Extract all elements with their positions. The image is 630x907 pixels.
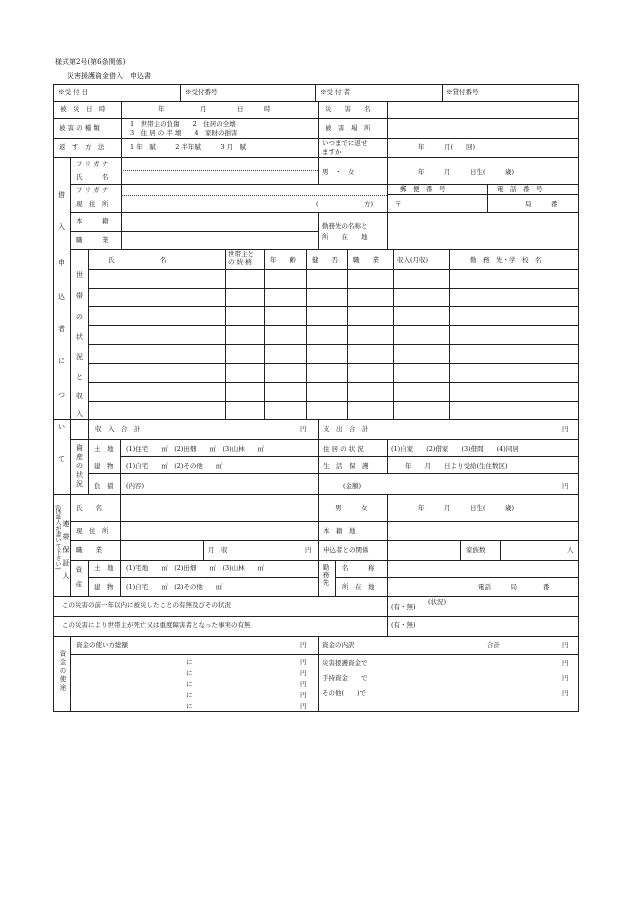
applicant-name-label: 氏 名 [76, 173, 109, 181]
applicant-birth: 年 月 日生( 歳) [418, 168, 515, 176]
furigana-label: フ リ ガ ナ [76, 160, 109, 168]
accept-date-label: ※受 付 日 [58, 88, 89, 96]
col-age: 年 齢 [270, 256, 296, 264]
debt-amount: (金額) [343, 482, 362, 490]
expense-total-label: 支 出 合 計 [323, 425, 369, 433]
applicant-address-label: 現 住 所 [76, 200, 109, 208]
household-side-char: 況 [76, 353, 83, 361]
guarantor-note: (保証人が書いて下さい) [54, 505, 61, 570]
guarantor-family-label: 家族数 [466, 546, 486, 554]
guarantor-occupation-label: 職 業 [76, 546, 102, 554]
disaster-name-label: 災 害 名 [325, 105, 371, 113]
form-number: 様式第2号(第6条関係) [55, 58, 126, 66]
expense-yen: 円 [562, 425, 569, 433]
phone-exchange: 局 番 [525, 200, 558, 208]
occupation-label: 職 業 [76, 236, 109, 244]
question-head-death-answer: (有・無) [391, 621, 416, 629]
household-side-char: 状 [76, 333, 83, 341]
usage-total-yen: 円 [300, 641, 307, 649]
usage-item-yen: 円 [562, 689, 569, 697]
guarantor-assets-side: 資産 [74, 566, 83, 595]
honseki-label: 本 籍 [76, 217, 109, 225]
guarantor-work-addr-label: 所 在 地 [342, 583, 375, 591]
side-label-char: 込 [58, 293, 65, 301]
usage-total-label: 資金の使い方総額 [76, 641, 128, 649]
repay-method-options: 1 年 賦 2 半年賦 3 月 賦 [130, 143, 247, 151]
damage-type-options-2: 3 住 居 の 半 壊 4 家財の損害 [130, 129, 238, 137]
land-options: (1)住宅 ㎡ (2)田畑 ㎡ (3)山林 ㎡ [126, 445, 265, 453]
debt-detail: (内容) [126, 482, 145, 490]
guarantor-monthly-yen: 円 [305, 546, 312, 554]
assets-side-char: の [76, 462, 83, 470]
building-label: 建 物 [94, 462, 114, 470]
damage-type-label: 被 害 の 種 類 [59, 124, 100, 132]
col-name: 氏 名 [108, 256, 167, 264]
question-prior-disaster: この災害の前一年以内に被災したことの有無及びその状況 [62, 601, 231, 609]
guarantor-address-label: 現 住 所 [76, 527, 109, 535]
household-side-char: と [76, 373, 83, 381]
household-side-char: 帯 [76, 292, 83, 300]
guarantor-gender: 男 女 [335, 504, 368, 512]
usage-line-ni: に [186, 658, 193, 666]
guarantor-birth: 年 月 日生( 歳) [418, 504, 515, 512]
side-label-char: い [58, 423, 65, 431]
assets-side-char: 況 [76, 480, 83, 488]
address-paren: ( 方) [316, 200, 374, 208]
col-workplace: 勤 務 先・学 校 名 [470, 256, 542, 264]
usage-item-own-fund: 手持資金 で [322, 674, 368, 682]
guarantor-land-options: (1)宅地 ㎡ (2)田畑 ㎡ (3)山林 ㎡ [126, 564, 265, 572]
housing-label: 住 居 の 状 況 [323, 445, 364, 453]
disaster-datetime-label: 被 災 日 時 [60, 105, 106, 113]
guarantor-work-phone: 電話 局 番 [478, 583, 550, 591]
repay-method-label: 返 す 方 法 [59, 143, 105, 151]
usage-line-yen: 円 [300, 680, 307, 688]
welfare-label: 生 活 保 護 [323, 462, 369, 470]
col-relation: 世帯主と の 続 柄 [228, 250, 254, 266]
side-label-char: つ [58, 391, 65, 399]
assets-side-char: 状 [76, 471, 83, 479]
question-prior-disaster-answer: (有・無) [391, 603, 416, 611]
guarantor-land-label: 土 地 [94, 564, 114, 572]
welfare-value: 年 月 日より受給(生住数区) [405, 462, 508, 470]
guarantor-name-label: 氏 名 [76, 504, 102, 512]
col-job: 職 業 [353, 256, 379, 264]
income-yen: 円 [300, 425, 307, 433]
work-label-1: 勤務先の名称と [322, 222, 368, 230]
col-health: 健 否 [312, 256, 338, 264]
guarantor-relation-label: 申込者との関係 [323, 546, 369, 554]
usage-line-ni: に [186, 702, 193, 710]
housing-options: (1)自家 (2)借家 (3)借間 (4)同居 [391, 445, 519, 453]
postal-mark: 〒 [395, 200, 402, 208]
guarantor-family-unit: 人 [567, 546, 574, 554]
loan-number-label: ※貸付番号 [446, 88, 479, 96]
usage-item-disaster-fund: 災害援護資金で [322, 659, 368, 667]
usage-line-yen: 円 [300, 702, 307, 710]
usage-item-yen: 円 [562, 659, 569, 667]
guarantor-building-options: (1)自宅 ㎡ (2)その他 ㎡ [126, 583, 223, 591]
side-label-char: 者 [58, 325, 65, 333]
usage-line-yen: 円 [300, 669, 307, 677]
usage-line-yen: 円 [300, 658, 307, 666]
damage-type-options-1: 1 世帯主の負傷 2 住居の全壊 [130, 120, 236, 128]
repay-until-label-1: いつまでに返せ [322, 139, 368, 147]
usage-item-other: その他( )で [322, 689, 367, 697]
usage-sum-yen: 円 [562, 641, 569, 649]
usage-line-ni: に [186, 669, 193, 677]
debt-label: 負 債 [94, 482, 114, 490]
side-label-char: 申 [58, 259, 65, 267]
day-unit: 日 [237, 105, 244, 113]
assets-side-char: 資 [76, 444, 83, 452]
side-label-char: に [58, 357, 65, 365]
usage-line-ni: に [186, 691, 193, 699]
month-unit: 月 [200, 105, 207, 113]
question-head-death: この災害により世帯主が死亡又は重度障害者となった事実の有無 [62, 621, 251, 629]
work-label-2: 所 在 地 [322, 233, 368, 241]
side-label-char: 入 [58, 223, 65, 231]
accept-number-label: ※受付番号 [185, 88, 218, 96]
income-total-label: 収 入 合 計 [95, 425, 141, 433]
building-options: (1)自宅 ㎡ (2)その他 ㎡ [126, 462, 223, 470]
household-side-char: の [76, 313, 83, 321]
postal-code-label: 郵 便 番 号 [400, 185, 446, 193]
guarantor-side-label: 連帯保証人 [62, 520, 70, 585]
furigana-label-2: フ リ ガ ナ [76, 186, 109, 194]
repay-until-value: 年 月( 回) [418, 143, 476, 151]
year-unit: 年 [158, 105, 165, 113]
phone-number-label: 電 話 番 号 [497, 185, 543, 193]
usage-line-yen: 円 [300, 691, 307, 699]
household-side-char: 収 [76, 392, 83, 400]
guarantor-work-side: 勤務先 [321, 564, 330, 587]
question-prior-disaster-note: (状況) [428, 598, 447, 606]
receiver-label: ※受 付 者 [320, 88, 351, 96]
debt-yen: 円 [562, 482, 569, 490]
side-label-char: 借 [58, 191, 65, 199]
hour-unit: 時 [264, 105, 271, 113]
household-side-char: 世 [76, 271, 83, 279]
repay-until-label-2: ますか [322, 148, 342, 156]
damage-place-label: 被 害 場 所 [325, 124, 371, 132]
applicant-gender: 男 ・ 女 [322, 168, 355, 176]
usage-line-ni: に [186, 680, 193, 688]
usage-sum-label: 合計 [487, 641, 500, 649]
form-frame [53, 84, 579, 712]
form-title: 災害援護資金借入 申込書 [67, 72, 151, 80]
household-side-char: 入 [76, 410, 83, 418]
assets-side-char: 産 [76, 453, 83, 461]
usage-item-yen: 円 [562, 674, 569, 682]
guarantor-building-label: 建 物 [94, 583, 114, 591]
usage-breakdown-label: 資金の内訳 [322, 641, 355, 649]
guarantor-monthly-label: 月 収 [208, 546, 228, 554]
col-income: 収入(月収) [397, 256, 429, 264]
guarantor-honseki-label: 本 籍 地 [323, 527, 356, 535]
land-label: 土 地 [94, 445, 114, 453]
guarantor-work-name-label: 名 称 [342, 564, 375, 572]
side-label-char: て [58, 455, 65, 463]
usage-side-label: 資金の使途 [58, 650, 67, 693]
